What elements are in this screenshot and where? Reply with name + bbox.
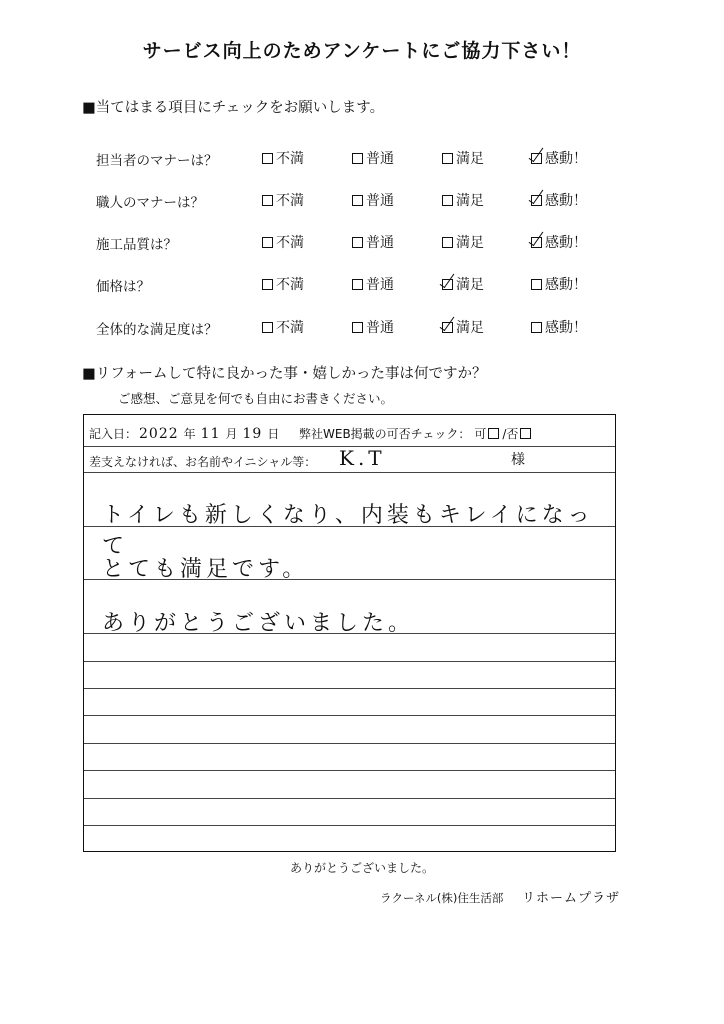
checkbox[interactable] [442, 195, 453, 206]
date-year: 2022 [139, 426, 179, 442]
option-normal[interactable]: 普通 [352, 317, 394, 337]
name-suffix: 様 [511, 452, 525, 468]
option-satisfied[interactable]: 満足 [442, 317, 484, 337]
checkbox-checked[interactable] [531, 237, 542, 248]
option-impressed[interactable]: 感動！ [531, 274, 587, 294]
option-impressed[interactable]: 感動！ [531, 148, 587, 168]
ruled-line [84, 579, 615, 580]
checklist-heading: ■当てはまる項目にチェックをお願いします。 [82, 100, 385, 116]
option-impressed[interactable]: 感動！ [531, 232, 587, 252]
checkbox[interactable] [352, 322, 363, 333]
footer-company: ラクーネル(株)住生活部 [380, 891, 504, 905]
ruled-line [84, 770, 615, 771]
checkbox[interactable] [531, 322, 542, 333]
comment-line: ありがとうございました。 [102, 611, 415, 636]
question-label: 担当者のマナーは？ [96, 153, 218, 169]
checkbox[interactable] [262, 237, 273, 248]
date-day: 19 [242, 426, 263, 442]
web-ng-checkbox[interactable] [520, 428, 531, 439]
option-normal[interactable]: 普通 [352, 274, 394, 294]
date-field[interactable]: 記入日： 2022 年 11 月 19 日 [89, 426, 280, 442]
name-label: 差支えなければ、お名前やイニシャル等： [89, 455, 317, 469]
checkbox[interactable] [352, 279, 363, 290]
web-ok-checkbox[interactable] [488, 428, 499, 439]
checkbox-checked[interactable] [442, 322, 453, 333]
option-normal[interactable]: 普通 [352, 232, 394, 252]
option-normal[interactable]: 普通 [352, 190, 394, 210]
ruled-line [84, 715, 615, 716]
question-label: 施工品質は？ [96, 237, 177, 253]
option-satisfied[interactable]: 満足 [442, 190, 484, 210]
comment-form [83, 414, 616, 852]
option-normal[interactable]: 普通 [352, 148, 394, 168]
option-satisfied[interactable]: 満足 [442, 232, 484, 252]
checkbox[interactable] [262, 279, 273, 290]
option-satisfied[interactable]: 満足 [442, 274, 484, 294]
comment-instructions: ご感想、ご意見を何でも自由にお書きください。 [118, 391, 394, 406]
footer-thanks: ありがとうございました。 [289, 861, 434, 875]
checkbox[interactable] [352, 237, 363, 248]
question-label: 価格は？ [96, 279, 150, 295]
option-impressed[interactable]: 感動！ [531, 317, 587, 337]
checkbox[interactable] [442, 237, 453, 248]
date-month: 11 [200, 426, 221, 442]
option-dissatisfied[interactable]: 不満 [262, 274, 304, 294]
ruled-line [84, 743, 615, 744]
ruled-line [84, 825, 615, 826]
web-permission: 弊社WEB掲載の可否チェック： 可 / 否 [299, 425, 534, 442]
checkbox[interactable] [531, 279, 542, 290]
name-value[interactable]: K.T [339, 446, 386, 470]
checkbox-checked[interactable] [531, 153, 542, 164]
ruled-line [84, 526, 615, 527]
divider [84, 472, 615, 473]
ruled-line [84, 633, 615, 634]
comment-line: トイレも新しくなり、内装もキレイになって [102, 503, 594, 559]
checkbox-checked[interactable] [442, 279, 453, 290]
question-label: 職人のマナーは？ [96, 195, 204, 211]
option-dissatisfied[interactable]: 不満 [262, 317, 304, 337]
ruled-line [84, 798, 615, 799]
checkbox[interactable] [262, 153, 273, 164]
footer-brand: リホームプラザ [522, 891, 621, 906]
option-dissatisfied[interactable]: 不満 [262, 232, 304, 252]
checkbox[interactable] [352, 195, 363, 206]
ruled-line [84, 688, 615, 689]
option-impressed[interactable]: 感動！ [531, 190, 587, 210]
checkbox[interactable] [262, 322, 273, 333]
option-satisfied[interactable]: 満足 [442, 148, 484, 168]
option-dissatisfied[interactable]: 不満 [262, 190, 304, 210]
comment-line: とても満足です。 [102, 557, 309, 582]
checkbox-checked[interactable] [531, 195, 542, 206]
ruled-line [84, 661, 615, 662]
page-title: サービス向上のためアンケートにご協力下さい！ [142, 40, 582, 62]
checkbox[interactable] [262, 195, 273, 206]
question-label: 全体的な満足度は？ [96, 322, 218, 338]
comment-heading: ■リフォームして特に良かった事・嬉しかった事は何ですか？ [82, 366, 487, 382]
web-permission-label: 弊社WEB掲載の可否チェック： [299, 427, 471, 441]
checkbox[interactable] [352, 153, 363, 164]
option-dissatisfied[interactable]: 不満 [262, 148, 304, 168]
checkbox[interactable] [442, 153, 453, 164]
